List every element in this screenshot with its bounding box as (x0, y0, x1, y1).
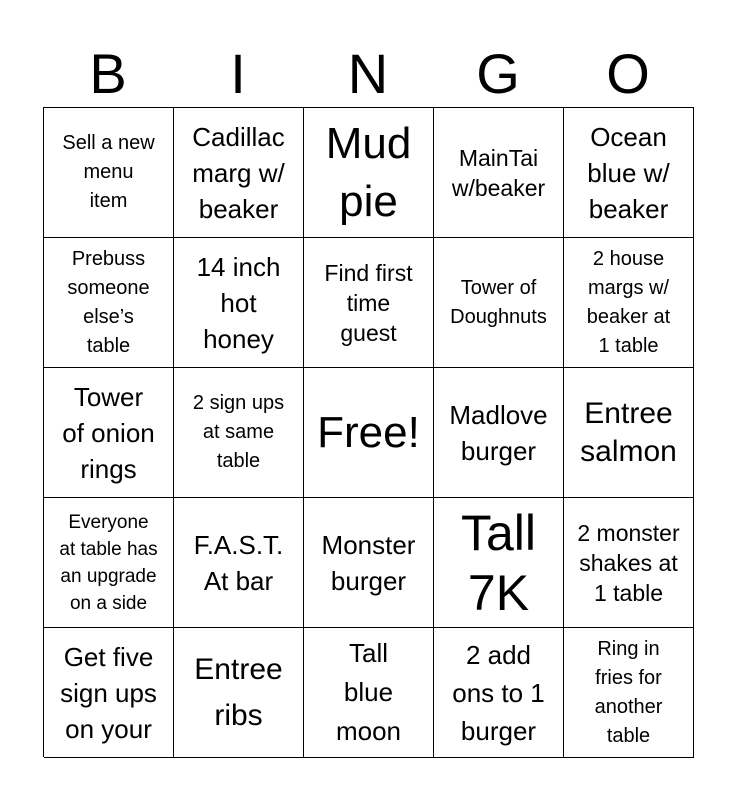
cell-text: 2 house margs w/ beaker at 1 table (586, 247, 671, 357)
cell-text: 2 add ons to 1 burger (452, 639, 545, 746)
cell-text: 2 sign ups at same table (192, 392, 285, 472)
bingo-cell-r2-c1[interactable] (44, 238, 174, 368)
cell-text: 2 monster shakes at 1 table (577, 519, 680, 606)
header-letter-g: G (476, 42, 520, 105)
cell-text: Entree ribs (194, 652, 283, 732)
cell-text: Monster burger (321, 529, 416, 596)
cell-text: F.A.S.T. At bar (193, 529, 284, 596)
bingo-cell-r3-c3[interactable] (304, 368, 434, 498)
cell-text: Entree salmon (580, 396, 677, 468)
cell-text: Get five sign ups on your (60, 641, 157, 744)
bingo-cell-r1-c5[interactable] (564, 108, 694, 238)
bingo-cell-r4-c1[interactable] (44, 498, 174, 628)
cell-text: MainTai w/beaker (451, 144, 546, 201)
cell-text: Tower of onion rings (62, 381, 155, 484)
bingo-cell-r3-c2[interactable] (174, 368, 304, 498)
bingo-cell-r5-c4[interactable] (434, 628, 564, 758)
bingo-cell-r1-c3[interactable] (304, 108, 434, 238)
cell-text: Prebuss someone else’s table (67, 247, 150, 357)
cell-text: Tall 7K (460, 504, 537, 621)
bingo-cell-r2-c3[interactable] (304, 238, 434, 368)
bingo-cell-r2-c2[interactable] (174, 238, 304, 368)
bingo-cell-r3-c4[interactable] (434, 368, 564, 498)
cell-text: Ring in fries for another table (594, 637, 663, 747)
bingo-cell-r4-c4[interactable] (434, 498, 564, 628)
cell-text: Tall blue moon (335, 638, 402, 746)
bingo-cell-r2-c4[interactable] (434, 238, 564, 368)
bingo-cell-r5-c5[interactable] (564, 628, 694, 758)
bingo-cell-r5-c2[interactable] (174, 628, 304, 758)
bingo-cell-r1-c1[interactable] (44, 108, 174, 238)
bingo-cell-r2-c5[interactable] (564, 238, 694, 368)
cell-text: Sell a new menu item (62, 132, 155, 212)
header-letter-n: N (347, 42, 389, 105)
cell-text: Cadillac marg w/ beaker (192, 121, 285, 224)
bingo-cell-r5-c3[interactable] (304, 628, 434, 758)
header-letter-i: I (230, 42, 246, 105)
cell-text: Ocean blue w/ beaker (587, 121, 670, 224)
cell-text: Mud pie (325, 118, 412, 226)
bingo-cell-r3-c1[interactable] (44, 368, 174, 498)
header-letter-o: O (606, 42, 650, 105)
cell-text: Madlove burger (449, 399, 548, 466)
bingo-cell-r1-c4[interactable] (434, 108, 564, 238)
cell-text: Tower of Doughnuts (450, 276, 547, 328)
bingo-cell-r1-c2[interactable] (174, 108, 304, 238)
bingo-cell-r5-c1[interactable] (44, 628, 174, 758)
bingo-grid (43, 107, 694, 757)
bingo-header (43, 40, 693, 108)
bingo-cell-r4-c5[interactable] (564, 498, 694, 628)
cell-text: 14 inch hot honey (196, 251, 281, 354)
cell-text: Free! (317, 407, 420, 457)
header-letter-b: B (89, 42, 127, 105)
cell-text: Everyone at table has an upgrade on a side (59, 511, 158, 614)
bingo-cell-r4-c3[interactable] (304, 498, 434, 628)
bingo-cell-r3-c5[interactable] (564, 368, 694, 498)
bingo-cell-r4-c2[interactable] (174, 498, 304, 628)
cell-text: Find first time guest (324, 259, 413, 346)
